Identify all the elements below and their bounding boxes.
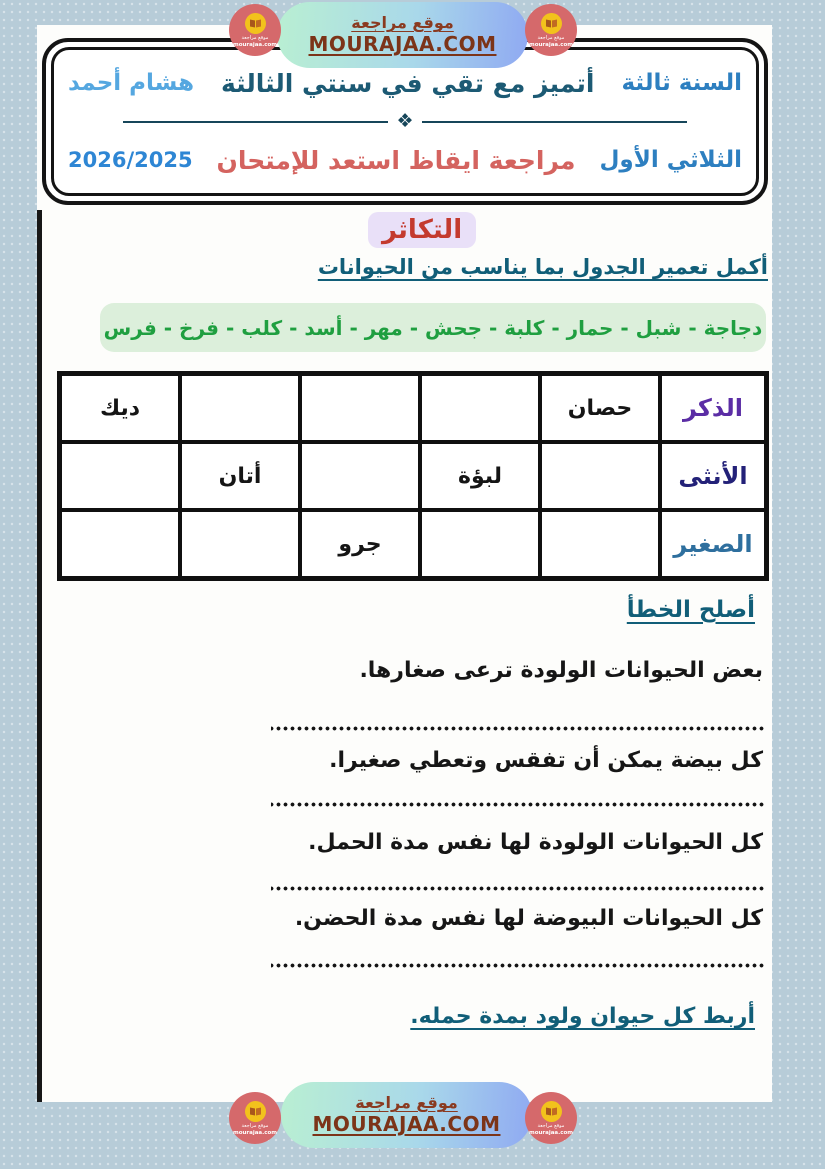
- table-cell: [540, 442, 660, 510]
- fix-error-heading: أصلح الخطأ: [626, 597, 755, 623]
- table-cell: ديك: [60, 374, 180, 442]
- table-cell: [420, 374, 540, 442]
- table-cell: [60, 510, 180, 578]
- table-cell: [300, 374, 420, 442]
- row-header-female: الأنثى: [660, 442, 766, 510]
- worksheet-title: أتميز مع تقي في سنتي الثالثة: [221, 68, 595, 98]
- mourajaa-logo-badge: موقع مراجعة mourajaa.com: [525, 4, 577, 56]
- site-domain-link[interactable]: MOURAJAA.COM: [308, 31, 497, 56]
- ornament-divider: [123, 112, 687, 131]
- statement: بعض الحيوانات الولودة ترعى صغارها.: [359, 658, 763, 683]
- header-box-inner: [51, 47, 759, 196]
- row-header-male: الذكر: [660, 374, 766, 442]
- table-cell: [180, 374, 300, 442]
- open-book-icon: [541, 13, 562, 34]
- school-year: 2026/2025: [68, 148, 193, 172]
- table-cell: جرو: [300, 510, 420, 578]
- answer-dotted-line: [271, 961, 765, 970]
- open-book-icon: [245, 13, 266, 34]
- term-label: الثلاثي الأول: [599, 147, 742, 173]
- table-instruction: أكمل تعمير الجدول بما يناسب من الحيوانات: [317, 255, 768, 279]
- statement: كل بيضة يمكن أن تفقس وتعطي صغيرا.: [329, 748, 763, 773]
- topic-chip: التكاثر: [368, 212, 476, 248]
- site-banner-bottom[interactable]: [281, 1082, 532, 1148]
- answer-dotted-line: [271, 884, 765, 893]
- statement: كل الحيوانات الولودة لها نفس مدة الحمل.: [308, 830, 763, 855]
- mourajaa-logo-badge: موقع مراجعة mourajaa.com: [229, 1092, 281, 1144]
- table-cell: [180, 510, 300, 578]
- grade-label: السنة ثالثة: [621, 70, 742, 96]
- open-book-icon: [245, 1101, 266, 1122]
- answer-dotted-line: [271, 800, 765, 809]
- animals-table: [57, 371, 769, 581]
- word-bank: دجاجة - شبل - حمار - كلبة - جحش - مهر - أسد - كلب - فرخ - فرس: [100, 303, 766, 352]
- site-domain-link[interactable]: MOURAJAA.COM: [312, 1111, 501, 1136]
- table-cell: [300, 442, 420, 510]
- page-left-edge: [37, 210, 42, 1102]
- table-cell: أتان: [180, 442, 300, 510]
- match-instruction: أربط كل حيوان ولود بمدة حمله.: [410, 1004, 755, 1029]
- row-header-young: الصغير: [660, 510, 766, 578]
- table-cell: [60, 442, 180, 510]
- open-book-icon: [541, 1101, 562, 1122]
- site-name-arabic[interactable]: موقع مراجعة: [351, 13, 454, 33]
- answer-dotted-line: [271, 724, 765, 733]
- site-banner-top[interactable]: [277, 2, 528, 68]
- statement: كل الحيوانات البيوضة لها نفس مدة الحضن.: [294, 906, 763, 931]
- table-cell: [420, 510, 540, 578]
- table-cell: [540, 510, 660, 578]
- site-name-arabic[interactable]: موقع مراجعة: [355, 1093, 458, 1113]
- mourajaa-logo-badge: موقع مراجعة mourajaa.com: [525, 1092, 577, 1144]
- author-name: هشام أحمد: [68, 70, 195, 96]
- flower-cross-icon: ❖: [396, 110, 414, 132]
- table-cell: لبؤة: [420, 442, 540, 510]
- table-cell: حصان: [540, 374, 660, 442]
- mourajaa-logo-badge: موقع مراجعة mourajaa.com: [229, 4, 281, 56]
- subject-line: مراجعة ايقاظ استعد للإمتحان: [216, 145, 576, 175]
